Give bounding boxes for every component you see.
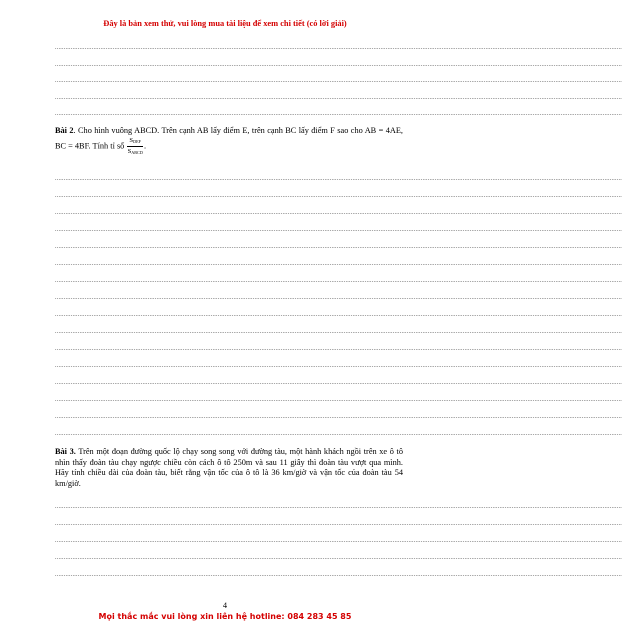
answer-line: .................................................................................................................................................................................................................................................................................................................................... [55, 521, 622, 527]
page-number: 4 [222, 601, 228, 610]
answer-line: .................................................................................................................................................................................................................................................................................................................................... [55, 176, 622, 182]
answer-line: .................................................................................................................................................................................................................................................................................................................................... [55, 363, 622, 369]
fraction-denominator-sub: ABCD [131, 149, 143, 155]
problem-2-label: Bài 2 [55, 126, 74, 135]
answer-line: .................................................................................................................................................................................................................................................................................................................................... [55, 244, 622, 250]
answer-line: .................................................................................................................................................................................................................................................................................................................................... [55, 193, 622, 199]
problem-3-label: Bài 3. [55, 447, 76, 456]
answer-line: .................................................................................................................................................................................................................................................................................................................................... [55, 78, 622, 84]
answer-line: .................................................................................................................................................................................................................................................................................................................................... [55, 555, 622, 561]
answer-line: .................................................................................................................................................................................................................................................................................................................................... [55, 414, 622, 420]
answer-line: .................................................................................................................................................................................................................................................................................................................................... [55, 62, 622, 68]
answer-line: .................................................................................................................................................................................................................................................................................................................................... [55, 397, 622, 403]
answer-line: .................................................................................................................................................................................................................................................................................................................................... [55, 227, 622, 233]
answer-line: .................................................................................................................................................................................................................................................................................................................................... [55, 45, 622, 51]
fraction-denominator: S [127, 147, 132, 155]
area-ratio-fraction [127, 137, 143, 156]
problem-3 [55, 447, 403, 490]
problem-2 [55, 126, 403, 156]
preview-notice: Đây là bản xem thử, vui lòng mua tài liệu để xem chi tiết (có lời giải) [103, 19, 347, 28]
problem-2-end: . [144, 141, 147, 151]
problem-3-text: Trên một đoạn đường quốc lộ chạy song song với đường tàu, một hành khách ngồi trên xe ô tô nhìn thấy đoàn tàu chạy ngược chiều còn cách ô tô 250m và sau 11 giây thì đoàn tàu vượt qua mình. Hãy tính chiều dài của đoàn tàu, biết rằng vận tốc của ô tô là 36 km/giờ và vận tốc của đoàn tàu 54 km/giờ. [55, 447, 403, 489]
answer-line: .................................................................................................................................................................................................................................................................................................................................... [55, 380, 622, 386]
fraction-numerator-sub: DEF [133, 138, 142, 144]
hotline-footer: Mọi thắc mắc vui lòng xin liên hệ hotline: 084 283 45 85 [98, 612, 352, 621]
answer-line: .................................................................................................................................................................................................................................................................................................................................... [55, 278, 622, 284]
fraction-numerator: S [129, 136, 134, 144]
answer-line: .................................................................................................................................................................................................................................................................................................................................... [55, 295, 622, 301]
answer-line: .................................................................................................................................................................................................................................................................................................................................... [55, 572, 622, 578]
answer-line: .................................................................................................................................................................................................................................................................................................................................... [55, 111, 622, 117]
answer-line: .................................................................................................................................................................................................................................................................................................................................... [55, 210, 622, 216]
problem-2-text: . Cho hình vuông ABCD. Trên cạnh AB lấy điểm E, trên cạnh BC lấy điểm F sao cho AB = 4AE, BC = 4BF. Tính tỉ số [55, 126, 403, 151]
answer-line: .................................................................................................................................................................................................................................................................................................................................... [55, 261, 622, 267]
answer-line: .................................................................................................................................................................................................................................................................................................................................... [55, 504, 622, 510]
answer-line: .................................................................................................................................................................................................................................................................................................................................... [55, 312, 622, 318]
answer-line: .................................................................................................................................................................................................................................................................................................................................... [55, 431, 622, 437]
answer-line: .................................................................................................................................................................................................................................................................................................................................... [55, 346, 622, 352]
answer-line: .................................................................................................................................................................................................................................................................................................................................... [55, 95, 622, 101]
answer-line: .................................................................................................................................................................................................................................................................................................................................... [55, 329, 622, 335]
answer-line: .................................................................................................................................................................................................................................................................................................................................... [55, 538, 622, 544]
